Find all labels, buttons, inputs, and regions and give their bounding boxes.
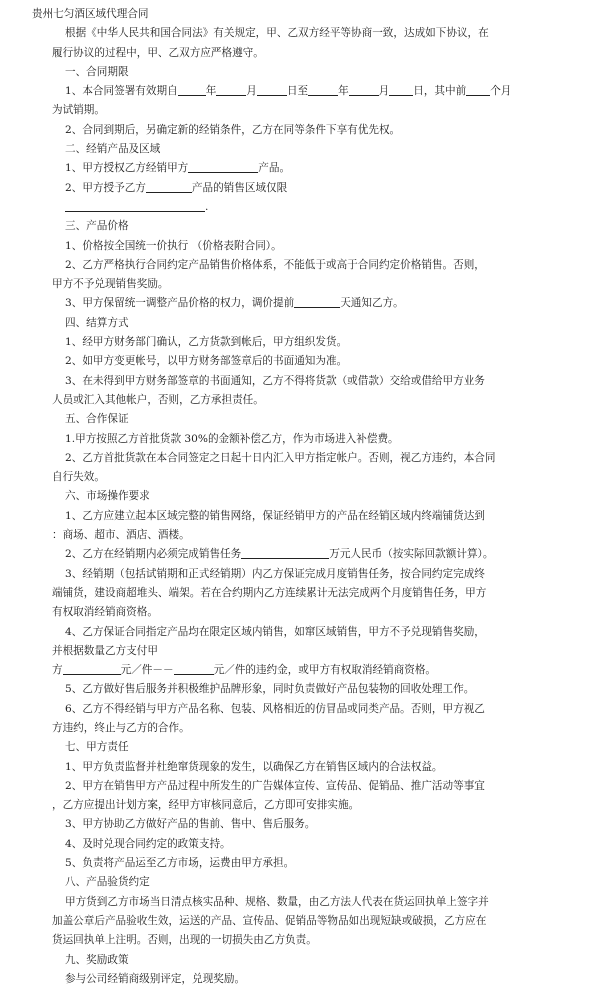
section-heading: 九、奖励政策: [65, 953, 129, 966]
blank-field: [216, 83, 246, 96]
clause-line: 1、本合同签署有效期自 年 月 日至 年 月 日，其中前 个月: [65, 85, 512, 98]
blank-field: [294, 295, 340, 308]
section-heading: 二、经销产品及区域: [65, 143, 161, 156]
clause-line: 有权取消经销商资格。: [52, 606, 158, 619]
clause-line: .: [52, 198, 558, 217]
clause-line: 3、甲方协助乙方做好产品的售前、售中、售后服务。: [65, 818, 316, 831]
clause-line: 4、乙方保证合同指定产品均在限定区域内销售，如窜区域销售，甲方不予兑现销售奖励，: [65, 625, 485, 638]
clause-line: 3、甲方保留统一调整产品价格的权力，调价提前 天通知乙方。: [65, 297, 404, 310]
clause-line: ，乙方应提出计划方案，经甲方审核同意后，乙方即可安排实施。: [52, 799, 360, 812]
section-heading: 一、合同期限: [65, 65, 129, 78]
blank-field: [349, 83, 379, 96]
clause-line: 2、甲方授予乙方 产品的销售区域仅限: [65, 181, 288, 194]
blank-field: [63, 662, 121, 675]
clause-line: 人员或汇入其他帐户，否则，乙方承担责任。: [52, 393, 264, 406]
clause-line: 甲方货到乙方市场当日清点核实品种、规格、数量，由乙方法人代表在货运回执单上签字并: [65, 895, 489, 908]
blank-field: [178, 83, 206, 96]
clause-line: 加盖公章后产品验收生效，运送的产品、宣传品、促销品等物品如出现短缺或破损，乙方应在: [52, 914, 487, 927]
blank-field: [188, 160, 258, 173]
clause-line: 1.甲方按照乙方首批货款 30%的金额补偿乙方，作为市场进入补偿费。: [65, 432, 399, 445]
clause-line: 5、乙方做好售后服务并积极维护品牌形象，同时负责做好产品包装物的回收处理工作。: [65, 683, 475, 696]
section-heading: 八、产品验货约定: [65, 876, 150, 889]
clause-line: 2、合同到期后，另确定新的经销条件，乙方在同等条件下享有优先权。: [65, 123, 401, 136]
clause-line: 2、乙方在经销期内必须完成销售任务 万元人民币（按实际回款额计算）。: [65, 548, 494, 561]
clause-line: 2、乙方首批货款在本合同签定之日起十日内汇入甲方指定帐户。否则，视乙方违约，本合同: [65, 451, 496, 464]
clause-line: 1、甲方授权乙方经销甲方 产品。: [65, 162, 291, 175]
clause-line: 自行失效。: [52, 471, 105, 484]
blank-field: [389, 83, 413, 96]
clause-line: 为试销期。: [52, 104, 105, 117]
clause-line: 5、负责将产品运至乙方市场，运费由甲方承担。: [65, 857, 295, 870]
clause-line: 2、乙方严格执行合同约定产品销售价格体系，不能低于或高于合同约定价格销售。否则，: [65, 258, 485, 271]
blank-field: [466, 83, 490, 96]
clause-line: 3、经销期（包括试销期和正式经销期）内乙方保证完成月度销售任务，按合同约定完成终: [65, 567, 485, 580]
blank-field: [174, 662, 214, 675]
blank-field: [65, 199, 205, 212]
clause-line: 端铺货，建设商超堆头、端架。若在合约期内乙方连续累计无法完成两个月度销售任务，甲方: [52, 586, 487, 599]
clause-line: 1、乙方应建立起本区域完整的销售网络，保证经销甲方的产品在经销区域内终端铺货达到: [65, 509, 485, 522]
clause-line: 2、如甲方变更帐号，以甲方财务部签章后的书面通知为准。: [65, 355, 348, 368]
intro-line: 履行协议的过程中，甲、乙双方应严格遵守。: [52, 46, 264, 59]
section-heading: 七、甲方责任: [65, 741, 129, 754]
document-title: 贵州七匀酒区域代理合同: [32, 8, 149, 20]
clause-line: 4、及时兑现合同约定的政策支持。: [65, 837, 231, 850]
section-heading: 五、合作保证: [65, 413, 129, 426]
clause-line: ：商场、超市、酒店、酒楼。: [52, 529, 190, 542]
clause-line: 1、价格按全国统一价执行 （价格表附合同）。: [65, 239, 282, 252]
clause-line: 货运回执单上注明。否则，出现的一切损失由乙方负责。: [52, 934, 317, 947]
clause-line: 3、在未得到甲方财务部签章的书面通知，乙方不得将货款（或借款）交给或借给甲方业务: [65, 374, 485, 387]
intro-line: 根据《中华人民共和国合同法》有关规定，甲、乙双方经平等协商一致，达成如下协议，在: [65, 27, 489, 40]
clause-line: 1、经甲方财务部门确认，乙方货款到帐后，甲方组织发货。: [65, 336, 348, 349]
clause-line: 1、甲方负责监督并杜绝窜货现象的发生，以确保乙方在销售区域内的合法权益。: [65, 760, 443, 773]
clause-line: 2、甲方在销售甲方产品过程中所发生的广告媒体宣传、宣传品、促销品、推广活动等事宜: [65, 779, 485, 792]
blank-field: [257, 83, 287, 96]
section-heading: 四、结算方式: [65, 316, 129, 329]
section-heading: 三、产品价格: [65, 220, 129, 233]
clause-line: 方违约，终止与乙方的合作。: [52, 721, 190, 734]
blank-field: [146, 180, 192, 193]
clause-line: 并根据数量乙方支付甲: [52, 644, 158, 657]
section-heading: 六、市场操作要求: [65, 490, 150, 503]
clause-line: 方 元／件－－ 元／件的违约金，或甲方有权取消经销商资格。: [52, 664, 437, 677]
blank-field: [308, 83, 338, 96]
clause-line: 甲方不予兑现销售奖励。: [52, 278, 169, 291]
blank-field: [241, 546, 329, 559]
clause-line: 参与公司经销商级别评定，兑现奖励。: [65, 972, 246, 985]
clause-line: 6、乙方不得经销与甲方产品名称、包装、风格相近的仿冒品或同类产品。否则，甲方视乙: [65, 702, 485, 715]
